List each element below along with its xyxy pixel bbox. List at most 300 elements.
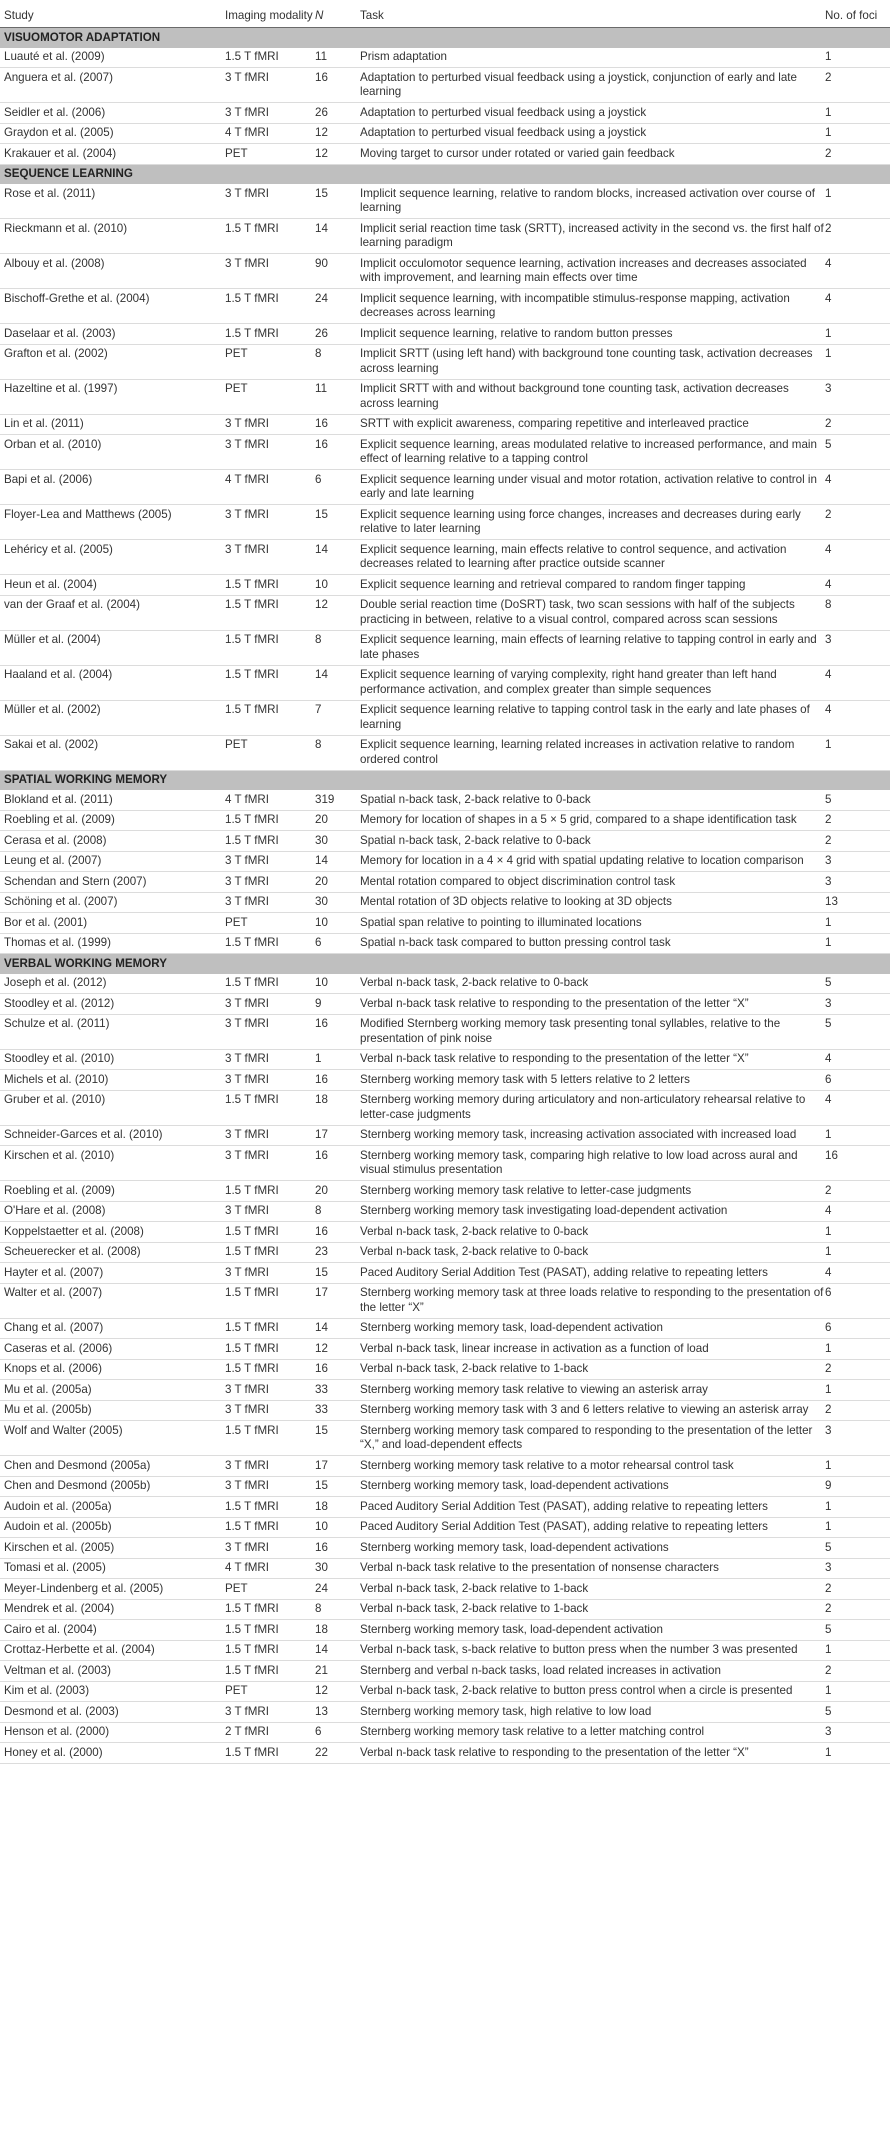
cell-study: Kirschen et al. (2005) <box>0 1538 225 1559</box>
table-row <box>0 1579 890 1600</box>
cell-foci: 1 <box>825 735 890 770</box>
table-row <box>0 575 890 596</box>
cell-foci: 3 <box>825 379 890 414</box>
cell-task: Paced Auditory Serial Addition Test (PASAT), adding relative to repeating letters <box>360 1517 825 1538</box>
cell-imaging-modality: 1.5 T fMRI <box>225 810 315 831</box>
cell-imaging-modality: 1.5 T fMRI <box>225 595 315 630</box>
cell-task: Sternberg working memory task relative to letter-case judgments <box>360 1181 825 1202</box>
cell-task: Verbal n-back task, 2-back relative to 1-back <box>360 1579 825 1600</box>
cell-task: Verbal n-back task, 2-back relative to 1-back <box>360 1359 825 1380</box>
cell-n: 14 <box>315 851 360 872</box>
cell-study: Crottaz-Herbette et al. (2004) <box>0 1640 225 1661</box>
cell-study: Cairo et al. (2004) <box>0 1620 225 1641</box>
cell-imaging-modality: 1.5 T fMRI <box>225 1090 315 1125</box>
cell-study: Mu et al. (2005b) <box>0 1400 225 1421</box>
cell-n: 16 <box>315 1359 360 1380</box>
cell-task: Verbal n-back task, 2-back relative to 0-back <box>360 1222 825 1243</box>
cell-imaging-modality: 3 T fMRI <box>225 1049 315 1070</box>
cell-study: Krakauer et al. (2004) <box>0 144 225 165</box>
cell-task: Sternberg working memory task at three loads relative to responding to the presentation of the letter “X” <box>360 1283 825 1318</box>
cell-task: Sternberg working memory task relative to a motor rehearsal control task <box>360 1456 825 1477</box>
cell-imaging-modality: 1.5 T fMRI <box>225 575 315 596</box>
cell-foci: 3 <box>825 1558 890 1579</box>
cell-foci: 5 <box>825 790 890 810</box>
cell-task: Sternberg working memory task, load-dependent activation <box>360 1620 825 1641</box>
cell-task: Sternberg working memory task, load-dependent activation <box>360 1318 825 1339</box>
cell-task: Implicit occulomotor sequence learning, activation increases and decreases associated with improvement, and learning main effects over time <box>360 254 825 289</box>
cell-task: Sternberg working memory task investigating load-dependent activation <box>360 1201 825 1222</box>
cell-study: Thomas et al. (1999) <box>0 933 225 954</box>
cell-foci: 3 <box>825 1722 890 1743</box>
cell-study: Schendan and Stern (2007) <box>0 872 225 893</box>
cell-foci: 1 <box>825 1339 890 1360</box>
cell-task: Mental rotation of 3D objects relative to looking at 3D objects <box>360 892 825 913</box>
table-row <box>0 1049 890 1070</box>
cell-study: Graydon et al. (2005) <box>0 123 225 144</box>
table-row <box>0 144 890 165</box>
cell-foci: 4 <box>825 700 890 735</box>
cell-task: Explicit sequence learning under visual and motor rotation, activation relative to control in early and late learning <box>360 470 825 505</box>
table-row <box>0 810 890 831</box>
cell-imaging-modality: 3 T fMRI <box>225 68 315 103</box>
table-body <box>0 28 890 1764</box>
cell-foci: 4 <box>825 1049 890 1070</box>
cell-study: Tomasi et al. (2005) <box>0 1558 225 1579</box>
cell-imaging-modality: 3 T fMRI <box>225 1070 315 1091</box>
cell-study: Stoodley et al. (2012) <box>0 994 225 1015</box>
table-row <box>0 595 890 630</box>
cell-foci: 3 <box>825 872 890 893</box>
cell-foci: 3 <box>825 1421 890 1456</box>
cell-study: Scheuerecker et al. (2008) <box>0 1242 225 1263</box>
cell-n: 18 <box>315 1497 360 1518</box>
cell-imaging-modality: 1.5 T fMRI <box>225 1359 315 1380</box>
cell-imaging-modality: 3 T fMRI <box>225 1476 315 1497</box>
cell-study: Roebling et al. (2009) <box>0 1181 225 1202</box>
cell-study: Grafton et al. (2002) <box>0 344 225 379</box>
cell-foci: 1 <box>825 324 890 345</box>
cell-n: 12 <box>315 144 360 165</box>
cell-n: 14 <box>315 219 360 254</box>
cell-task: Spatial n-back task compared to button pressing control task <box>360 933 825 954</box>
cell-study: Audoin et al. (2005a) <box>0 1497 225 1518</box>
cell-study: van der Graaf et al. (2004) <box>0 595 225 630</box>
cell-n: 16 <box>315 1538 360 1559</box>
cell-n: 11 <box>315 48 360 68</box>
section-header-row <box>0 770 890 790</box>
cell-task: Implicit SRTT with and without background tone counting task, activation decreases across learning <box>360 379 825 414</box>
cell-task: Sternberg working memory task compared to responding to the presentation of the letter “X,” and load-dependent effects <box>360 1421 825 1456</box>
cell-task: Sternberg working memory task, comparing high relative to low load across aural and visual stimulus presentation <box>360 1146 825 1181</box>
cell-n: 1 <box>315 1049 360 1070</box>
cell-study: Stoodley et al. (2010) <box>0 1049 225 1070</box>
cell-imaging-modality: 1.5 T fMRI <box>225 1339 315 1360</box>
cell-n: 20 <box>315 810 360 831</box>
cell-task: Memory for location of shapes in a 5 × 5 grid, compared to a shape identification task <box>360 810 825 831</box>
cell-study: Chang et al. (2007) <box>0 1318 225 1339</box>
cell-study: Koppelstaetter et al. (2008) <box>0 1222 225 1243</box>
cell-foci: 4 <box>825 540 890 575</box>
cell-task: Mental rotation compared to object discrimination control task <box>360 872 825 893</box>
cell-task: Explicit sequence learning of varying complexity, right hand greater than left hand performance activation, and complex greater than simple sequences <box>360 665 825 700</box>
cell-study: Roebling et al. (2009) <box>0 810 225 831</box>
table-row <box>0 851 890 872</box>
cell-n: 16 <box>315 68 360 103</box>
cell-task: Sternberg working memory task with 3 and 6 letters relative to viewing an asterisk array <box>360 1400 825 1421</box>
table-row <box>0 68 890 103</box>
section-title: VERBAL WORKING MEMORY <box>0 954 890 974</box>
cell-imaging-modality: 3 T fMRI <box>225 994 315 1015</box>
cell-foci: 4 <box>825 665 890 700</box>
cell-task: Sternberg working memory task, load-dependent activations <box>360 1538 825 1559</box>
cell-n: 17 <box>315 1283 360 1318</box>
table-row <box>0 1125 890 1146</box>
cell-imaging-modality: 1.5 T fMRI <box>225 324 315 345</box>
cell-foci: 1 <box>825 48 890 68</box>
cell-study: Sakai et al. (2002) <box>0 735 225 770</box>
cell-imaging-modality: 1.5 T fMRI <box>225 1599 315 1620</box>
cell-imaging-modality: 1.5 T fMRI <box>225 1620 315 1641</box>
cell-task: Explicit sequence learning, areas modulated relative to increased performance, and main effect of learning relative to a tapping control <box>360 435 825 470</box>
cell-n: 15 <box>315 1263 360 1284</box>
cell-imaging-modality: 1.5 T fMRI <box>225 665 315 700</box>
cell-foci: 1 <box>825 1743 890 1764</box>
cell-foci: 1 <box>825 1497 890 1518</box>
cell-task: Verbal n-back task, s-back relative to button press when the number 3 was presented <box>360 1640 825 1661</box>
cell-study: Rieckmann et al. (2010) <box>0 219 225 254</box>
cell-n: 8 <box>315 735 360 770</box>
cell-n: 18 <box>315 1620 360 1641</box>
cell-task: Explicit sequence learning, main effects of learning relative to tapping control in early and late phases <box>360 630 825 665</box>
table-row <box>0 184 890 219</box>
cell-imaging-modality: 3 T fMRI <box>225 892 315 913</box>
cell-n: 10 <box>315 1517 360 1538</box>
table-row <box>0 123 890 144</box>
table-row <box>0 872 890 893</box>
cell-task: SRTT with explicit awareness, comparing repetitive and interleaved practice <box>360 414 825 435</box>
cell-foci: 2 <box>825 1579 890 1600</box>
cell-task: Adaptation to perturbed visual feedback using a joystick <box>360 103 825 124</box>
cell-study: Chen and Desmond (2005a) <box>0 1456 225 1477</box>
cell-imaging-modality: PET <box>225 379 315 414</box>
cell-study: Schöning et al. (2007) <box>0 892 225 913</box>
cell-imaging-modality: 3 T fMRI <box>225 1702 315 1723</box>
cell-foci: 6 <box>825 1318 890 1339</box>
table-row <box>0 1014 890 1049</box>
cell-imaging-modality: 4 T fMRI <box>225 790 315 810</box>
cell-study: Lehéricy et al. (2005) <box>0 540 225 575</box>
table-row <box>0 1476 890 1497</box>
table-row <box>0 913 890 934</box>
cell-task: Spatial span relative to pointing to illuminated locations <box>360 913 825 934</box>
cell-study: Luauté et al. (2009) <box>0 48 225 68</box>
cell-imaging-modality: 2 T fMRI <box>225 1722 315 1743</box>
cell-study: Müller et al. (2004) <box>0 630 225 665</box>
section-header-row <box>0 28 890 48</box>
table-row <box>0 1681 890 1702</box>
cell-study: Meyer-Lindenberg et al. (2005) <box>0 1579 225 1600</box>
cell-imaging-modality: 1.5 T fMRI <box>225 1421 315 1456</box>
section-header-row <box>0 164 890 184</box>
cell-study: Henson et al. (2000) <box>0 1722 225 1743</box>
cell-study: Walter et al. (2007) <box>0 1283 225 1318</box>
cell-n: 12 <box>315 1681 360 1702</box>
table-row <box>0 831 890 852</box>
cell-foci: 2 <box>825 1599 890 1620</box>
cell-n: 33 <box>315 1400 360 1421</box>
table-row <box>0 1743 890 1764</box>
cell-task: Verbal n-back task, 2-back relative to 0-back <box>360 974 825 994</box>
cell-n: 14 <box>315 1318 360 1339</box>
table-row <box>0 1201 890 1222</box>
cell-foci: 3 <box>825 994 890 1015</box>
cell-imaging-modality: 1.5 T fMRI <box>225 1743 315 1764</box>
cell-task: Verbal n-back task, 2-back relative to 1-back <box>360 1599 825 1620</box>
table-row <box>0 324 890 345</box>
cell-n: 24 <box>315 1579 360 1600</box>
cell-imaging-modality: 1.5 T fMRI <box>225 1517 315 1538</box>
table-row <box>0 379 890 414</box>
cell-n: 16 <box>315 1146 360 1181</box>
cell-foci: 4 <box>825 1263 890 1284</box>
cell-task: Explicit sequence learning, main effects relative to control sequence, and activation decreases related to learning after practice outside scanner <box>360 540 825 575</box>
header-n: N <box>315 0 360 28</box>
table-row <box>0 1070 890 1091</box>
table-row <box>0 1640 890 1661</box>
cell-imaging-modality: 1.5 T fMRI <box>225 1497 315 1518</box>
table-row <box>0 435 890 470</box>
cell-foci: 2 <box>825 1661 890 1682</box>
cell-imaging-modality: 3 T fMRI <box>225 414 315 435</box>
table-row <box>0 1359 890 1380</box>
cell-task: Sternberg working memory task, load-dependent activations <box>360 1476 825 1497</box>
cell-task: Verbal n-back task relative to responding to the presentation of the letter “X” <box>360 1743 825 1764</box>
cell-n: 15 <box>315 184 360 219</box>
cell-imaging-modality: 1.5 T fMRI <box>225 831 315 852</box>
cell-study: Anguera et al. (2007) <box>0 68 225 103</box>
cell-imaging-modality: 3 T fMRI <box>225 1146 315 1181</box>
table-row <box>0 1090 890 1125</box>
cell-study: Hayter et al. (2007) <box>0 1263 225 1284</box>
cell-study: Leung et al. (2007) <box>0 851 225 872</box>
table-row <box>0 414 890 435</box>
cell-study: Wolf and Walter (2005) <box>0 1421 225 1456</box>
cell-task: Verbal n-back task relative to responding to the presentation of the letter “X” <box>360 994 825 1015</box>
cell-n: 8 <box>315 1599 360 1620</box>
cell-study: Schneider-Garces et al. (2010) <box>0 1125 225 1146</box>
cell-foci: 4 <box>825 254 890 289</box>
cell-n: 22 <box>315 1743 360 1764</box>
cell-task: Paced Auditory Serial Addition Test (PASAT), adding relative to repeating letters <box>360 1497 825 1518</box>
cell-foci: 2 <box>825 1181 890 1202</box>
cell-foci: 2 <box>825 144 890 165</box>
cell-n: 16 <box>315 1222 360 1243</box>
cell-foci: 1 <box>825 913 890 934</box>
cell-task: Explicit sequence learning and retrieval compared to random finger tapping <box>360 575 825 596</box>
cell-n: 10 <box>315 575 360 596</box>
cell-imaging-modality: PET <box>225 144 315 165</box>
cell-n: 8 <box>315 1201 360 1222</box>
cell-study: Desmond et al. (2003) <box>0 1702 225 1723</box>
cell-task: Double serial reaction time (DoSRT) task, two scan sessions with half of the subjects practicing in between, relative to a visual control, compared across scan sessions <box>360 595 825 630</box>
cell-task: Implicit sequence learning, relative to random blocks, increased activation over course of learning <box>360 184 825 219</box>
cell-foci: 2 <box>825 810 890 831</box>
table-row <box>0 1146 890 1181</box>
cell-foci: 1 <box>825 1125 890 1146</box>
cell-foci: 1 <box>825 1517 890 1538</box>
cell-task: Implicit sequence learning, relative to random button presses <box>360 324 825 345</box>
cell-study: Bor et al. (2001) <box>0 913 225 934</box>
cell-imaging-modality: 3 T fMRI <box>225 1201 315 1222</box>
cell-study: Schulze et al. (2011) <box>0 1014 225 1049</box>
cell-study: Haaland et al. (2004) <box>0 665 225 700</box>
cell-imaging-modality: 3 T fMRI <box>225 1456 315 1477</box>
cell-n: 6 <box>315 1722 360 1743</box>
cell-task: Spatial n-back task, 2-back relative to 0-back <box>360 790 825 810</box>
cell-task: Sternberg working memory task, high relative to low load <box>360 1702 825 1723</box>
cell-foci: 6 <box>825 1283 890 1318</box>
cell-imaging-modality: 4 T fMRI <box>225 123 315 144</box>
cell-task: Adaptation to perturbed visual feedback using a joystick <box>360 123 825 144</box>
cell-n: 16 <box>315 435 360 470</box>
cell-task: Explicit sequence learning relative to tapping control task in the early and late phases of learning <box>360 700 825 735</box>
cell-foci: 5 <box>825 974 890 994</box>
cell-foci: 1 <box>825 933 890 954</box>
cell-imaging-modality: 3 T fMRI <box>225 1263 315 1284</box>
cell-imaging-modality: 1.5 T fMRI <box>225 1242 315 1263</box>
cell-imaging-modality: 3 T fMRI <box>225 1014 315 1049</box>
cell-imaging-modality: 3 T fMRI <box>225 1380 315 1401</box>
table-row <box>0 630 890 665</box>
cell-study: Michels et al. (2010) <box>0 1070 225 1091</box>
table-row <box>0 665 890 700</box>
cell-task: Prism adaptation <box>360 48 825 68</box>
cell-task: Memory for location in a 4 × 4 grid with spatial updating relative to location comparison <box>360 851 825 872</box>
cell-n: 20 <box>315 872 360 893</box>
cell-imaging-modality: 1.5 T fMRI <box>225 1283 315 1318</box>
cell-n: 20 <box>315 1181 360 1202</box>
cell-n: 9 <box>315 994 360 1015</box>
cell-task: Sternberg and verbal n-back tasks, load related increases in activation <box>360 1661 825 1682</box>
cell-imaging-modality: 1.5 T fMRI <box>225 1181 315 1202</box>
cell-imaging-modality: 1.5 T fMRI <box>225 700 315 735</box>
cell-study: Chen and Desmond (2005b) <box>0 1476 225 1497</box>
section-title: VISUOMOTOR ADAPTATION <box>0 28 890 48</box>
cell-foci: 1 <box>825 1380 890 1401</box>
cell-imaging-modality: 3 T fMRI <box>225 1538 315 1559</box>
cell-n: 15 <box>315 505 360 540</box>
table-row <box>0 1283 890 1318</box>
cell-n: 26 <box>315 324 360 345</box>
table-row <box>0 1497 890 1518</box>
cell-imaging-modality: 3 T fMRI <box>225 1400 315 1421</box>
cell-study: Honey et al. (2000) <box>0 1743 225 1764</box>
cell-study: Hazeltine et al. (1997) <box>0 379 225 414</box>
cell-imaging-modality: 4 T fMRI <box>225 470 315 505</box>
table-row <box>0 344 890 379</box>
cell-n: 26 <box>315 103 360 124</box>
cell-task: Verbal n-back task relative to the presentation of nonsense characters <box>360 1558 825 1579</box>
cell-n: 12 <box>315 595 360 630</box>
table-row <box>0 1558 890 1579</box>
cell-imaging-modality: 3 T fMRI <box>225 435 315 470</box>
header-imaging-modality: Imaging modality <box>225 0 315 28</box>
cell-study: Seidler et al. (2006) <box>0 103 225 124</box>
table-row <box>0 1263 890 1284</box>
cell-study: Blokland et al. (2011) <box>0 790 225 810</box>
cell-foci: 1 <box>825 1681 890 1702</box>
cell-study: Kim et al. (2003) <box>0 1681 225 1702</box>
cell-study: Floyer-Lea and Matthews (2005) <box>0 505 225 540</box>
table-row <box>0 1702 890 1723</box>
cell-task: Sternberg working memory during articulatory and non-articulatory rehearsal relative to letter-case judgments <box>360 1090 825 1125</box>
table-row <box>0 254 890 289</box>
table-row <box>0 1421 890 1456</box>
cell-foci: 4 <box>825 1201 890 1222</box>
cell-n: 10 <box>315 974 360 994</box>
cell-n: 16 <box>315 1070 360 1091</box>
table-row <box>0 1599 890 1620</box>
cell-study: Albouy et al. (2008) <box>0 254 225 289</box>
cell-foci: 5 <box>825 435 890 470</box>
cell-n: 7 <box>315 700 360 735</box>
cell-foci: 5 <box>825 1702 890 1723</box>
cell-imaging-modality: 3 T fMRI <box>225 1125 315 1146</box>
table-row <box>0 790 890 810</box>
table-row <box>0 103 890 124</box>
table-row <box>0 505 890 540</box>
cell-foci: 1 <box>825 1456 890 1477</box>
cell-imaging-modality: 3 T fMRI <box>225 872 315 893</box>
cell-foci: 1 <box>825 184 890 219</box>
cell-n: 33 <box>315 1380 360 1401</box>
cell-n: 14 <box>315 540 360 575</box>
table-row <box>0 1661 890 1682</box>
cell-study: Orban et al. (2010) <box>0 435 225 470</box>
cell-foci: 1 <box>825 1242 890 1263</box>
cell-task: Spatial n-back task, 2-back relative to 0-back <box>360 831 825 852</box>
table-row <box>0 470 890 505</box>
cell-study: Mendrek et al. (2004) <box>0 1599 225 1620</box>
table-row <box>0 1456 890 1477</box>
cell-imaging-modality: PET <box>225 1681 315 1702</box>
cell-imaging-modality: 3 T fMRI <box>225 103 315 124</box>
cell-study: Rose et al. (2011) <box>0 184 225 219</box>
cell-foci: 2 <box>825 219 890 254</box>
cell-study: Mu et al. (2005a) <box>0 1380 225 1401</box>
cell-foci: 2 <box>825 1400 890 1421</box>
section-title: SPATIAL WORKING MEMORY <box>0 770 890 790</box>
cell-task: Implicit sequence learning, with incompatible stimulus-response mapping, activation decreases across learning <box>360 289 825 324</box>
cell-task: Sternberg working memory task with 5 letters relative to 2 letters <box>360 1070 825 1091</box>
cell-foci: 5 <box>825 1014 890 1049</box>
cell-foci: 4 <box>825 1090 890 1125</box>
cell-task: Sternberg working memory task relative to a letter matching control <box>360 1722 825 1743</box>
cell-n: 15 <box>315 1476 360 1497</box>
cell-imaging-modality: PET <box>225 1579 315 1600</box>
table-header <box>0 0 890 28</box>
cell-foci: 1 <box>825 123 890 144</box>
cell-imaging-modality: 1.5 T fMRI <box>225 1318 315 1339</box>
table-row <box>0 735 890 770</box>
cell-n: 90 <box>315 254 360 289</box>
section-title: SEQUENCE LEARNING <box>0 164 890 184</box>
cell-imaging-modality: PET <box>225 913 315 934</box>
cell-n: 12 <box>315 1339 360 1360</box>
table-row <box>0 1339 890 1360</box>
cell-study: Heun et al. (2004) <box>0 575 225 596</box>
cell-imaging-modality: 1.5 T fMRI <box>225 630 315 665</box>
